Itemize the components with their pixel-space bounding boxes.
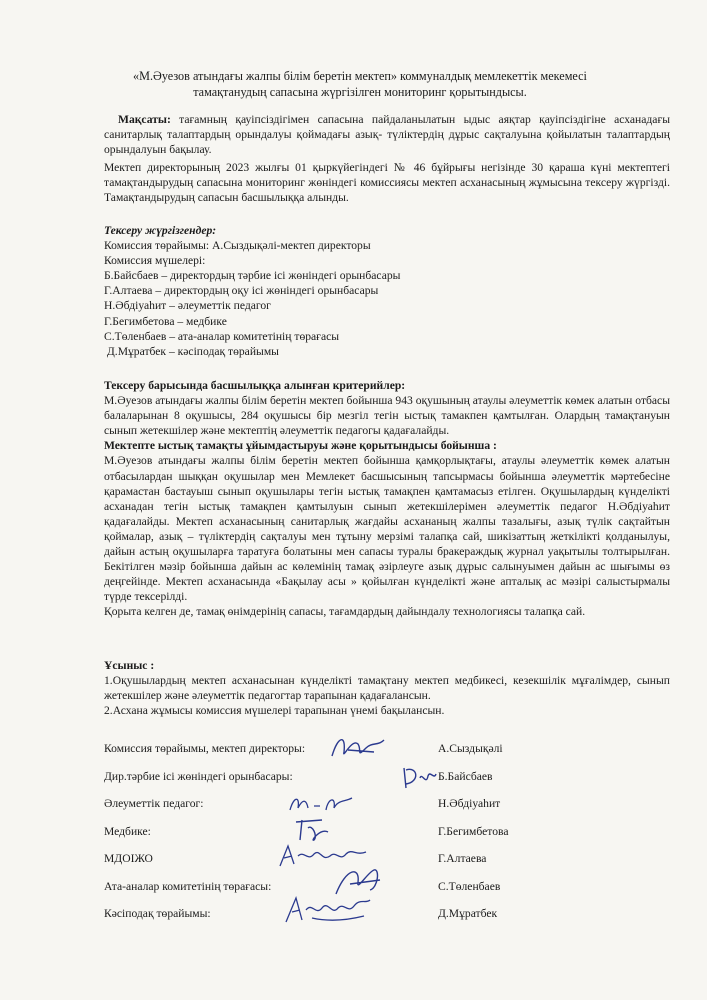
criteria-section: [104, 378, 670, 620]
signature-role: Әлеуметтік педагог:: [104, 797, 204, 810]
inspectors-heading: Тексеру жүргізгендер:: [104, 224, 217, 237]
signature-row: [104, 825, 664, 843]
hotmeal-heading: Мектепте ыстық тамақты ұйымдастыруы және қорытындысы бойынша :: [104, 439, 497, 453]
member-item: Б.Байсбаев – директордың тәрбие ісі жөніндегі орынбасары: [104, 269, 401, 283]
intro-paragraph: Мектеп директорының 2023 жылғы 01 қыркүйегіндегі № 46 бұйрығы негізінде 30 қараша күні мектептегі тамақтандырудың сапасына мониторинг жөніндегі комиссиясы мектеп асханасының жұмысына тексеру жүргізді. Тамақтандырудың сапасын басшылыққа алынды.: [104, 161, 670, 205]
handwritten-signature: [328, 730, 388, 766]
signature-name: Д.Мұратбек: [438, 907, 498, 920]
signature-role: Комиссия төрайымы, мектеп директоры:: [104, 742, 306, 755]
handwritten-signature: [286, 790, 358, 816]
signature-role: Дир.тәрбие ісі жөніндегі орынбасары:: [104, 770, 293, 783]
signature-role: Ата-аналар комитетінің төрағасы:: [104, 880, 272, 893]
signature-name: А.Сыздықәлі: [438, 742, 503, 755]
signature-role: МДОІЖО: [104, 852, 153, 865]
signature-row: [104, 770, 664, 788]
document-title: [100, 68, 620, 100]
goal-paragraph: [104, 112, 670, 157]
signature-name: Г.Бегимбетова: [438, 825, 509, 838]
proposal-section: [104, 658, 670, 718]
member-item: Н.Әбдіуаһит – әлеуметтік педагог: [104, 299, 271, 313]
conclusion-text: Қорыта келген де, тамақ өнімдерінің сапасы, тағамдардың дайындалу технологиясы талапқа сай.: [104, 605, 586, 619]
proposal-item-1: 1.Оқушылардың мектеп асханасынан күнделікті тамақтану мектеп медбикесі, кезекшілік мұғалімдер, сынып жетекшілер және әлеуметтік педагогтар тарапынан қадағалансын.: [104, 674, 670, 703]
proposal-item-2: 2.Асхана жұмысы комиссия мүшелері тарапынан үнемі бақылансын.: [104, 704, 445, 718]
signature-role: Кәсіподақ төрайымы:: [104, 907, 211, 920]
inspectors-section: [104, 223, 670, 359]
signature-role: Медбике:: [104, 825, 151, 838]
goal-label: Мақсаты:: [118, 113, 171, 126]
criteria-text: М.Әуезов атындағы жалпы білім беретін мектеп бойынша 943 оқушының атаулы әлеуметтік көмек алатын отбасы балаларынан 8 оқушысы, 284 оқушысы бір мезгіл тегін ыстық тамакпен қамтылған. Олардың тамақтануын сынып жетекшілер және мектептің әлеуметтік педагогы қадағалайды.: [104, 394, 670, 438]
signature-name: Б.Байсбаев: [438, 770, 493, 783]
member-item: Д.Мұратбек – кәсіподақ төрайымы: [104, 344, 279, 358]
goal-text: тағамның қауіпсіздігімен сапасына пайдаланылатын ыдыс аяқтар қауіпсіздігіне асханадағы санитарлық талаптардың орындалуы қоймадағы азық- түліктердің дұрыс сақталуына қойылатын талаптардың орындалуын бақылау.: [104, 113, 670, 157]
member-item: С.Төленбаев – ата-аналар комитетінің төрағасы: [104, 329, 340, 343]
handwritten-signature: [282, 892, 374, 926]
members-label: Комиссия мүшелері:: [104, 254, 206, 268]
signature-name: Н.Әбдіуаһит: [438, 797, 501, 810]
hotmeal-text: М.Әуезов атындағы жалпы білім беретін мектеп бойынша қамқорлықтағы, атаулы әлеуметтік көмек алатын отбасылардан шыққан оқушылар мен Мемлекет басшысының тапсырмасы бойынша әлеуметтік мәртебесіне қарамастан бастауыш сынып оқушылары тегін ыстық тамақпен қамтамасыз етілген. Оқушылардың күнделікті асханадан тегін ыстық тамақпен қамтылуын сынып жетекшілерімен әлеуметтік педагог Н.Әбдіуаһит қадағалайды. Мектеп асханасының санитарлық жағдайы асхананың жалпы тазалығы, азық түлік сақтайтын қоймалар, азық – түліктердің сақталуы мен тұтыну мерзімі талапқа сай, шикізаттың жеткілікті қолданылуы, дайын астың оқушыларға таратуға болатыны мен сапасы туралы бракераждық журнал уақытылы толтырылған. Бекітілген мәзір бойынша дайын ас көлемінің тамақ әзірлеуге азық дұрыс салынуымен дайын ас шығымы өз деңгейінде. Мектеп асханасында «Бақылау асы » қойылған күнделікті және апталық ас мәзірі салыстырмалы түрде тексерілді.: [104, 454, 670, 604]
title-line-2: тамақтанудың сапасына жүргізілген мониторинг қорытындысы.: [193, 85, 527, 99]
signature-row: [104, 907, 664, 925]
proposal-heading: Ұсыныс :: [104, 659, 155, 672]
criteria-heading: Тексеру барысында басшылыққа алынған критерийлер:: [104, 379, 406, 392]
signature-row: [104, 797, 664, 815]
signature-name: С.Төленбаев: [438, 880, 501, 893]
handwritten-signature: [398, 762, 438, 792]
member-item: Г.Алтаева – директордың оқу ісі жөніндегі орынбасары: [104, 284, 379, 298]
signature-name: Г.Алтаева: [438, 852, 487, 865]
member-item: Г.Бегимбетова – медбике: [104, 314, 227, 328]
title-line-1: «М.Әуезов атындағы жалпы білім беретін мектеп» коммуналдық мемлекеттік мекемесі: [133, 69, 587, 83]
chair-line: Комиссия төрайымы: А.Сыздықәлі-мектеп директоры: [104, 239, 371, 253]
handwritten-signature: [290, 814, 334, 844]
